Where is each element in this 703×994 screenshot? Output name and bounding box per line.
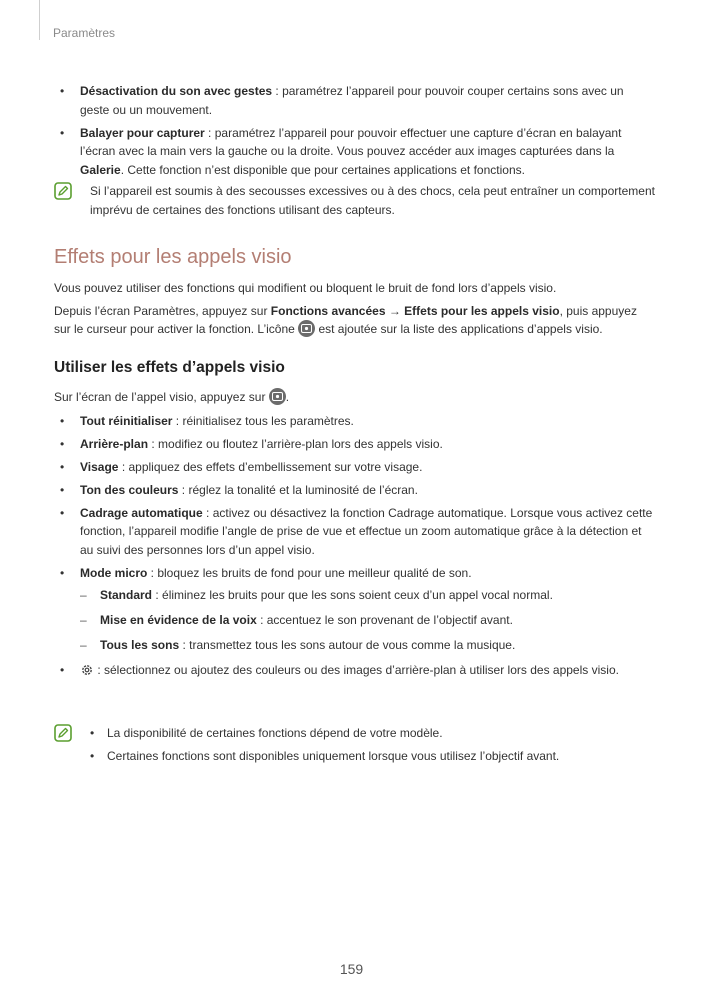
list-item: • La disponibilité de certaines fonctions dépend de votre modèle. [90, 724, 690, 743]
sub-list-item: – Tous les sons : transmettez tous les sons autour de vous comme la musique. [80, 636, 654, 655]
section-title: Effets pour les appels visio [54, 246, 292, 268]
list-item: • Cadrage automatique : activez ou désactivez la fonction Cadrage automatique. Lorsque vous activez cette fonction, l’appareil modifie l’angle de prise de vue et effectue un zoom automatique grâce à la détection et au suivi des personnes lors d’un appel visio. [54, 504, 654, 560]
note-block [54, 182, 690, 219]
sub-list-item: – Mise en évidence de la voix : accentuez le son provenant de l’objectif avant. [80, 611, 654, 630]
video-effects-icon [298, 320, 315, 337]
list-item: • Balayer pour capturer : paramétrez l’appareil pour pouvoir effectuer une capture d’écran en balayant l’écran avec la main vers la gauche ou la droite. Vous pouvez accéder aux images capturées dans la Galerie. Cette fonction n’est disponible que pour certaines applications et fonctions. [54, 124, 654, 180]
list-item: • Mode micro : bloquez les bruits de fond pour une meilleur qualité de son. – Standard : éliminez les bruits pour que les sons soient ceux d’un appel vocal normal. – Mise en évidence de la voix : accentuez le son provenant de l’objectif avant. – Tous les sons : transmettez tous les sons autour de vous comme la musique. [54, 564, 654, 655]
list-item: • : sélectionnez ou ajoutez des couleurs ou des images d’arrière-plan à utiliser lors des appels visio. [54, 661, 654, 683]
note-block [54, 724, 690, 766]
top-list-block [54, 82, 654, 184]
intro-text [54, 279, 654, 339]
note-pencil-icon [54, 724, 72, 742]
sub-intro: Sur l’écran de l’appel visio, appuyez sur . [54, 390, 290, 404]
gear-icon [80, 663, 94, 683]
path-paragraph: Depuis l’écran Paramètres, appuyez sur Fonctions avancées → Effets pour les appels visio, puis appuyez sur le curseur pour activer la fonction. L’icône est ajoutée sur la liste des applications d’appels visio. [54, 303, 637, 336]
list-item: • Arrière-plan : modifiez ou floutez l’arrière-plan lors des appels visio. [54, 435, 654, 454]
intro-paragraph: Vous pouvez utiliser des fonctions qui modifient ou bloquent le bruit de fond lors d’appels visio. [54, 281, 557, 295]
section-header: Paramètres [53, 26, 116, 40]
list-item: • Certaines fonctions sont disponibles uniquement lorsque vous utilisez l’objectif avant. [90, 747, 690, 766]
note-text: Si l’appareil est soumis à des secousses excessives ou à des chocs, cela peut entraîner un comportement imprévu de certaines des fonctions utilisant des capteurs. [90, 184, 655, 217]
video-effects-icon [269, 388, 286, 405]
effects-block [54, 388, 654, 687]
note-pencil-icon [54, 182, 72, 200]
subsection-title: Utiliser les effets d’appels visio [54, 359, 285, 376]
list-item: • Désactivation du son avec gestes : paramétrez l’appareil pour pouvoir couper certains sons avec un geste ou un mouvement. [54, 82, 654, 119]
sub-list-item: – Standard : éliminez les bruits pour que les sons soient ceux d’un appel vocal normal. [80, 586, 654, 605]
list-item: • Ton des couleurs : réglez la tonalité et la luminosité de l’écran. [54, 481, 654, 500]
header-rule [39, 0, 40, 40]
mic-modes-list [80, 586, 654, 655]
list-item: • Tout réinitialiser : réinitialisez tous les paramètres. [54, 412, 654, 431]
list-item: • Visage : appliquez des effets d’embellissement sur votre visage. [54, 458, 654, 477]
page-number: 159 [339, 961, 364, 977]
